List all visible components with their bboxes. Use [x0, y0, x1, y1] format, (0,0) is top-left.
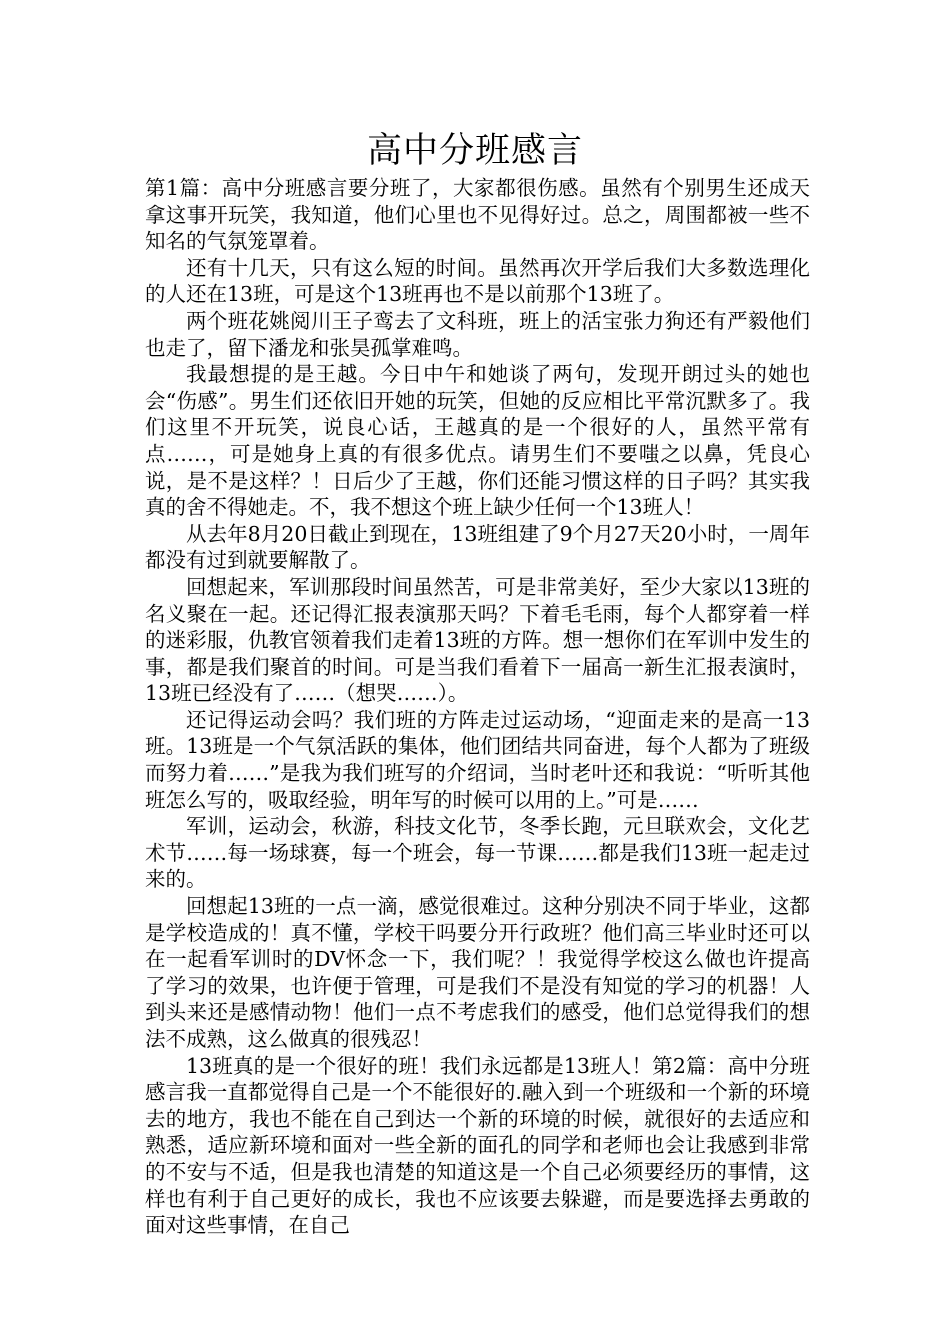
paragraph: 回想起来，军训那段时间虽然苦，可是非常美好，至少大家以13班的名义聚在一起。还记得汇报表演那天吗？下着毛毛雨，每个人都穿着一样的迷彩服，仇教官领着我们走着13班的方阵。想一想你们在军训中发生的事，都是我们聚首的时间。可是当我们看着下一届高一新生汇报表演时，13班已经没有了……（想哭……）。 — [145, 574, 810, 706]
paragraph: 从去年8月20日截止到现在，13班组建了9个月27天20小时，一周年都没有过到就要解散了。 — [145, 521, 810, 573]
paragraph: 第1篇：高中分班感言要分班了，大家都很伤感。虽然有个别男生还成天拿这事开玩笑，我知道，他们心里也不见得好过。总之，周围都被一些不知名的气氛笼罩着。 — [145, 176, 810, 254]
paragraph: 13班真的是一个很好的班！我们永远都是13班人！第2篇：高中分班感言我一直都觉得自己是一个不能很好的.融入到一个班级和一个新的环境去的地方，我也不能在自己到达一个新的环境的时候，就很好的去适应和熟悉，适应新环境和面对一些全新的面孔的同学和老师也会让我感到非常的不安与不适，但是我也清楚的知道这是一个自己必须要经历的事情，这样也有利于自己更好的成长，我也不应该要去躲避，而是要选择去勇敢的面对这些事情，在自己 — [145, 1053, 810, 1238]
paragraph: 我最想提的是王越。今日中午和她谈了两句，发现开朗过头的她也会“伤感”。男生们还依旧开她的玩笑，但她的反应相比平常沉默多了。我们这里不开玩笑，说良心话，王越真的是一个很好的人，虽然平常有点……，可是她身上真的有很多优点。请男生们不要嗤之以鼻，凭良心说，是不是这样？！日后少了王越，你们还能习惯这样的日子吗？其实我真的舍不得她走。不，我不想这个班上缺少任何一个13班人！ — [145, 362, 810, 520]
paragraph: 两个班花姚阅川王子鸾去了文科班，班上的活宝张力狗还有严毅他们也走了，留下潘龙和张昊孤掌难鸣。 — [145, 308, 810, 360]
paragraph: 回想起13班的一点一滴，感觉很难过。这种分别决不同于毕业，这都是学校造成的！真不懂，学校干吗要分开行政班？他们高三毕业时还可以在一起看军训时的DV怀念一下，我们呢？！我觉得学校这么做也许提高了学习的效果，也许便于管理，可是我们不是没有知觉的学习的机器！人到头来还是感情动物！他们一点不考虑我们的感受，他们总觉得我们的想法不成熟，这么做真的很残忍！ — [145, 894, 810, 1051]
document-body — [145, 175, 810, 1239]
paragraph: 军训，运动会，秋游，科技文化节，冬季长跑，元旦联欢会，文化艺术节……每一场球赛，每一个班会，每一节课……都是我们13班一起走过来的。 — [145, 814, 810, 892]
paragraph: 还有十几天，只有这么短的时间。虽然再次开学后我们大多数选理化的人还在13班，可是这个13班再也不是以前那个13班了。 — [145, 255, 810, 307]
paragraph: 还记得运动会吗？我们班的方阵走过运动场，“迎面走来的是高一13班。13班是一个气氛活跃的集体，他们团结共同奋进，每个人都为了班级而努力着……”是我为我们班写的介绍词，当时老叶还和我说：“听听其他班怎么写的，吸取经验，明年写的时候可以用的上。”可是…… — [145, 707, 810, 812]
page-title: 高中分班感言 — [366, 131, 583, 171]
